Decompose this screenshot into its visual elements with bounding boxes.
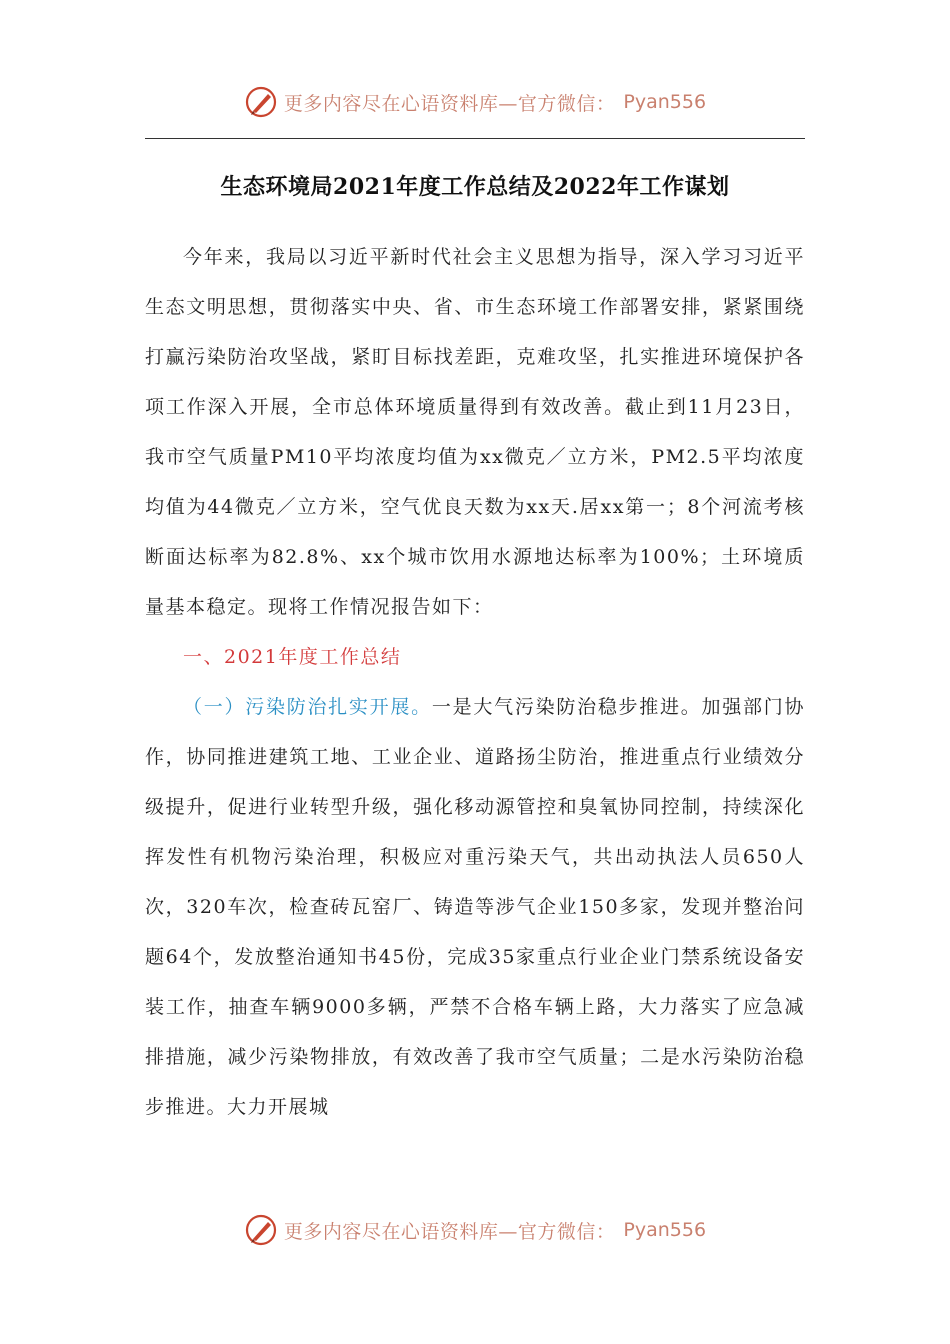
header-banner bbox=[0, 82, 950, 122]
banner-text: 更多内容尽在心语资料库—官方微信： bbox=[283, 1220, 616, 1243]
quill-logo-icon bbox=[244, 85, 278, 119]
subsection1-paragraph bbox=[145, 682, 805, 1132]
banner-wechat-id: Pyan556 bbox=[623, 91, 707, 113]
subsection1-heading: （一）污染防治扎实开展。 bbox=[183, 696, 432, 718]
footer-banner bbox=[0, 1210, 950, 1250]
section-heading-paragraph bbox=[145, 632, 805, 682]
section1-heading: 一、2021年度工作总结 bbox=[183, 646, 402, 668]
document-body bbox=[145, 232, 805, 1132]
header-divider bbox=[145, 138, 805, 139]
document-title: 生态环境局2021年度工作总结及2022年工作谋划 bbox=[220, 174, 730, 200]
banner-wechat-id: Pyan556 bbox=[623, 1219, 707, 1241]
intro-paragraph: 今年来，我局以习近平新时代社会主义思想为指导，深入学习习近平生态文明思想，贯彻落实中央、省、市生态环境工作部署安排，紧紧围绕打赢污染防治攻坚战，紧盯目标找差距，克难攻坚，扎实推进环境保护各项工作深入开展，全市总体环境质量得到有效改善。截止到11月23日，我市空气质量PM10平均浓度均值为xx微克／立方米，PM2.5平均浓度均值为44微克／立方米，空气优良天数为xx天.居xx第一；8个河流考核断面达标率为82.8%、xx个城市饮用水源地达标率为100%；土环境质量基本稳定。现将工作情况报告如下： bbox=[145, 246, 805, 618]
subsection1-body: 一是大气污染防治稳步推进。加强部门协作，协同推进建筑工地、工业企业、道路扬尘防治，推进重点行业绩效分级提升，促进行业转型升级，强化移动源管控和臭氧协同控制，持续深化挥发性有机物污染治理，积极应对重污染天气，共出动执法人员650人次，320车次，检查砖瓦窑厂、铸造等涉气企业150多家，发现并整治问题64个，发放整治通知书45份，完成35家重点行业企业门禁系统设备安装工作，抽查车辆9000多辆，严禁不合格车辆上路，大力落实了应急减排措施，减少污染物排放，有效改善了我市空气质量；二是水污染防治稳步推进。大力开展城 bbox=[145, 696, 805, 1118]
banner-text: 更多内容尽在心语资料库—官方微信： bbox=[283, 92, 616, 115]
quill-logo-icon bbox=[244, 1213, 278, 1247]
